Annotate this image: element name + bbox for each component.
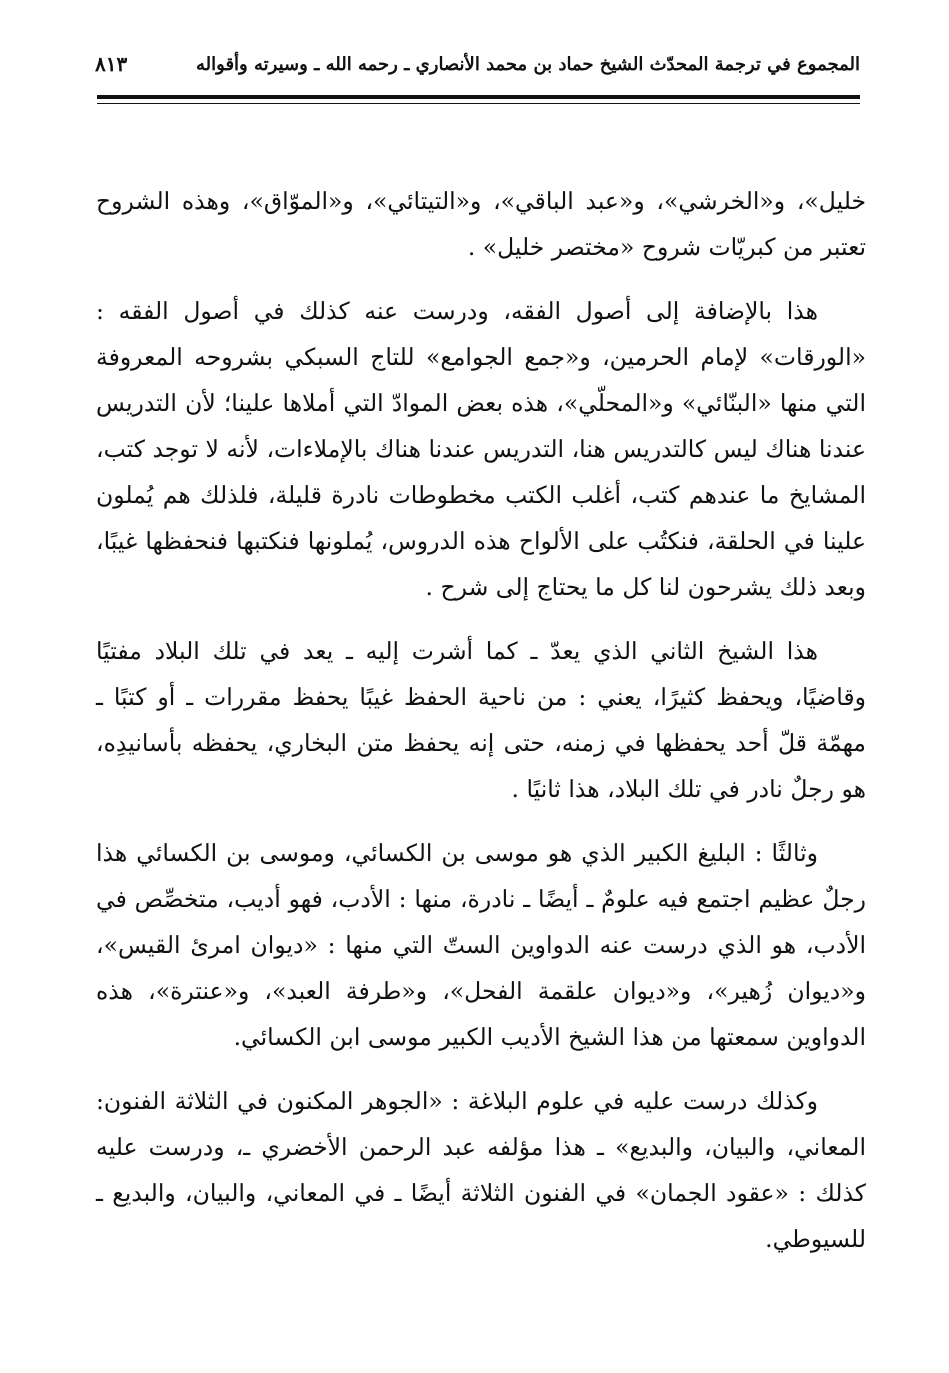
paragraph-4: وثالثًا : البليغ الكبير الذي هو موسى بن الكسائي، وموسى بن الكسائي هذا رجلٌ عظيم اجتمع فيه علومٌ ـ أيضًا ـ نادرة، منها : الأدب، فهو أديب، متخصِّص في الأدب، هو الذي درست عنه الدواوين الستّ التي منها : «ديوان امرئ القيس»، و«ديوان زُهير»، و«ديوان علقمة الفحل»، و«طرفة العبد»، و«عنترة»، هذه الدواوين سمعتها من هذا الشيخ الأديب الكبير موسى ابن الكسائي. xyxy=(96,839,866,1051)
paragraph-1: خليل»، و«الخرشي»، و«عبد الباقي»، و«التيتائي»، و«الموّاق»، وهذه الشروح تعتبر من كبريّات شروح «مختصر خليل» . xyxy=(96,187,866,261)
page-number: ٨١٣ xyxy=(95,52,128,76)
header-rule-thick xyxy=(97,95,860,99)
paragraph-5: وكذلك درست عليه في علوم البلاغة : «الجوهر المكنون في الثلاثة الفنون: المعاني، والبيان، والبديع» ـ هذا مؤلفه عبد الرحمن الأخضري ـ، ودرست عليه كذلك : «عقود الجمان» في الفنون الثلاثة أيضًا ـ في المعاني، والبيان، والبديع ـ للسيوطي. xyxy=(96,1087,866,1253)
paragraph-3: هذا الشيخ الثاني الذي يعدّ ـ كما أشرت إليه ـ يعد في تلك البلاد مفتيًا وقاضيًا، ويحفظ كثيرًا، يعني : من ناحية الحفظ غيبًا يحفظ مقررات ـ أو كتبًا ـ مهمّة قلّ أحد يحفظها في زمنه، حتى إنه يحفظ متن البخاري، يحفظه بأسانيدِه، هو رجلٌ نادر في تلك البلاد، هذا ثانيًا . xyxy=(96,637,866,803)
paragraph-2: هذا بالإضافة إلى أصول الفقه، ودرست عنه كذلك في أصول الفقه : «الورقات» لإمام الحرمين، و«جمع الجوامع» للتاج السبكي بشروحه المعروفة التي منها «البنّائي» و«المحلّي»، هذه بعض الموادّ التي أملاها علينا؛ لأن التدريس عندنا هناك ليس كالتدريس هنا، التدريس عندنا هناك بالإملاءات، لأنه لا توجد كتب، المشايخ ما عندهم كتب، أغلب الكتب مخطوطات نادرة قليلة، فلذلك هم يُملون علينا في الحلقة، فنكتُب على الألواح هذه الدروس، يُملونها فنكتبها فنحفظها غيبًا، وبعد ذلك يشرحون لنا كل ما يحتاج إلى شرح . xyxy=(96,297,866,601)
page-header xyxy=(95,44,860,84)
running-title: المجموع في ترجمة المحدّث الشيخ حماد بن محمد الأنصاري ـ رحمه الله ـ وسيرته وأقواله xyxy=(196,53,860,75)
header-rule-thin xyxy=(97,103,860,104)
page-body xyxy=(96,178,866,1280)
